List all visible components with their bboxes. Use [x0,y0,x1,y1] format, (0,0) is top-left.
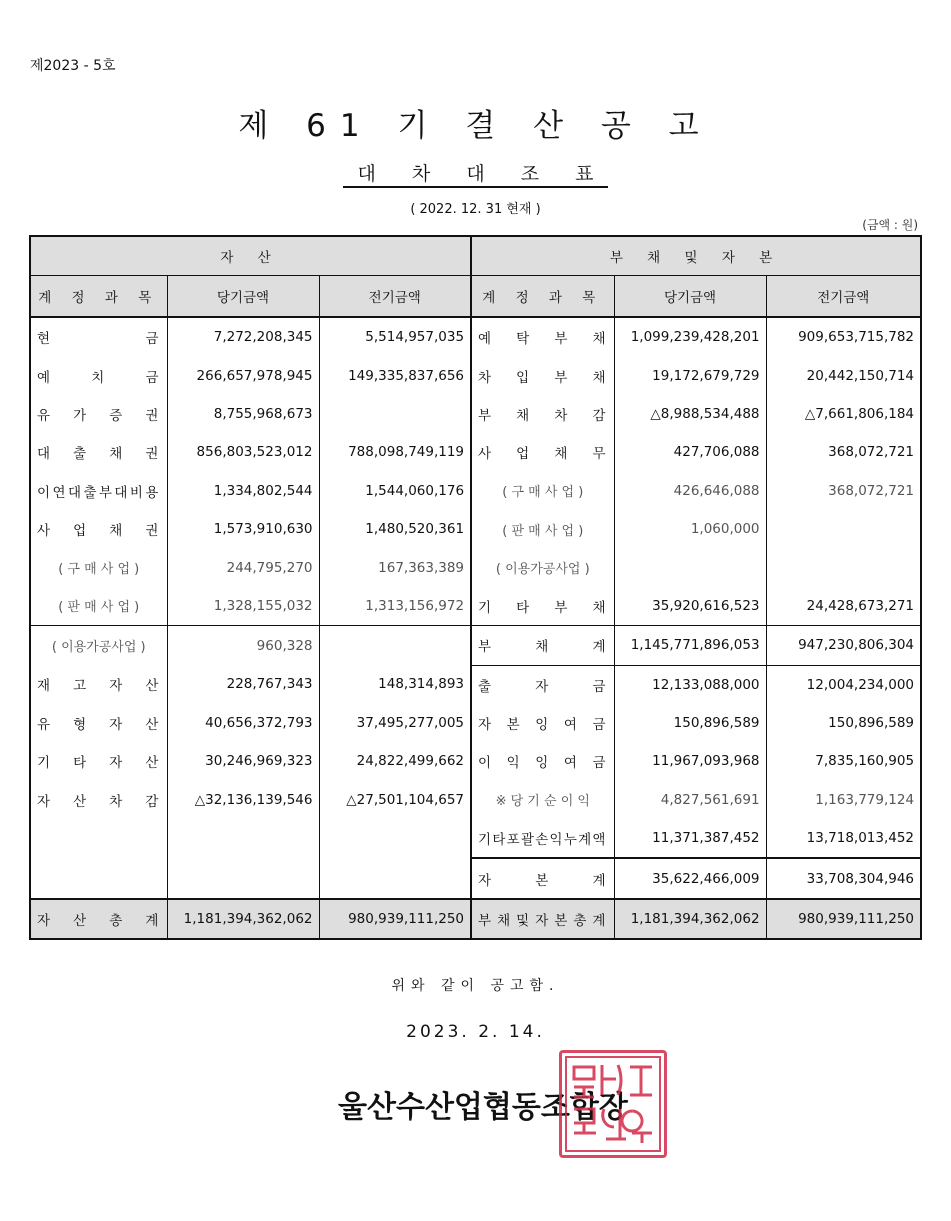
right-account-name-text: 이 익 잉 여 금 [478,755,606,772]
as-of-date: ( 2022. 12. 31 현재 ) [410,202,541,217]
liab-equity-total-current: 1,181,394,362,062 [614,899,766,939]
left-previous-amount [319,626,471,665]
statement-title [0,159,951,186]
left-account-name-text: 현 금 [37,331,159,348]
right-account-name-text: 사 업 채 무 [478,446,606,463]
left-account-name-text: 사 업 채 권 [37,523,159,540]
right-account-name [471,704,614,742]
left-previous-amount [319,858,471,898]
right-previous-amount: △7,661,806,184 [804,405,915,422]
left-account-name [30,781,167,819]
right-current-header: 당기금액 [614,276,766,318]
right-previous-amount: 20,442,150,714 [806,367,915,384]
announcement-date: 2023. 2. 14. [406,1022,545,1042]
left-account-name [30,704,167,742]
right-current-amount: 1,060,000 [614,510,766,548]
left-current-amount [167,858,319,898]
totals-row [30,899,921,939]
right-previous-amount: 909,653,715,782 [798,329,915,346]
left-previous-header: 전기금액 [368,290,421,306]
left-account-name [30,317,167,356]
table-row [30,858,921,898]
left-account-name-text: 재 고 자 산 [37,678,159,695]
left-current-amount: 960,328 [167,626,319,665]
assets-header: 자 산 [30,236,471,276]
left-account-name-text: 자 산 차 감 [37,793,159,810]
right-account-name-text: 부 채 차 감 [478,407,606,424]
right-account-name [471,587,614,626]
right-account-name-text: 기 타 포 괄 손 익 누 계 액 [478,832,606,849]
balance-sheet-table [29,235,922,940]
left-previous-amount: 1,544,060,176 [365,482,465,499]
right-current-amount: 11,967,093,968 [614,742,766,780]
table-row [30,819,921,858]
table-row [30,356,921,394]
right-account-name [471,819,614,858]
right-current-amount: 35,622,466,009 [614,858,766,898]
table-row [30,587,921,626]
left-previous-amount: 1,480,520,361 [365,521,465,538]
assets-total-current: 1,181,394,362,062 [167,899,319,939]
right-previous-amount: 33,708,304,946 [766,858,921,898]
left-previous-amount [319,819,471,858]
right-previous-header: 전기금액 [817,290,870,306]
right-current-amount: 1,099,239,428,201 [614,317,766,356]
right-account-name-text: 부 채 계 [478,639,606,656]
left-account-name: ( 구 매 사 업 ) [30,548,167,586]
left-current-amount [167,819,319,858]
right-account-name: ( 구 매 사 업 ) [471,472,614,510]
assets-total-label [30,899,167,939]
left-account-name [30,858,167,898]
right-account-name [471,317,614,356]
left-previous-amount [319,395,471,433]
right-previous-amount [766,548,921,586]
left-account-name [30,742,167,780]
right-account-name-text: 예 탁 부 채 [478,331,606,348]
right-current-amount [614,548,766,586]
right-previous-amount: 7,835,160,905 [815,753,915,770]
right-account-name-text: 자 본 계 [478,872,606,889]
assets-total-previous: 980,939,111,250 [348,911,465,928]
official-seal-stamp [559,1050,667,1158]
right-account-name: ( 이용가공사업 ) [471,548,614,586]
right-previous-amount: 1,163,779,124 [815,791,915,808]
table-row [30,317,921,356]
left-current-amount: 30,246,969,323 [167,742,319,780]
right-current-amount: 4,827,561,691 [614,781,766,819]
left-current-amount: 856,803,523,012 [167,433,319,471]
left-current-amount: 7,272,208,345 [167,317,319,356]
left-account-name [30,433,167,471]
right-previous-amount: 13,718,013,452 [806,830,915,847]
left-account-name [30,510,167,548]
right-current-amount: 19,172,679,729 [614,356,766,394]
right-account-name-text: 차 입 부 채 [478,369,606,386]
left-account-name-text: 이 연 대 출 부 대 비 용 [37,484,159,501]
right-current-amount: 150,896,589 [614,704,766,742]
left-account-name-text: 유 형 자 산 [37,717,159,734]
left-previous-amount: 149,335,837,656 [348,367,465,384]
right-current-amount: 427,706,088 [614,433,766,471]
table-row [30,510,921,548]
right-account-name-text: 출 자 금 [478,678,606,695]
left-current-amount: 266,657,978,945 [167,356,319,394]
liab-equity-total-previous: 980,939,111,250 [798,911,915,928]
liabilities-header: 부 채 및 자 본 [471,236,921,276]
right-current-amount: 11,371,387,452 [614,819,766,858]
left-current-amount: 244,795,270 [167,548,319,586]
left-account-name: ( 판 매 사 업 ) [30,587,167,626]
table-row [30,742,921,780]
right-current-amount: 12,133,088,000 [614,665,766,704]
left-account-name [30,472,167,510]
left-account-name [30,665,167,704]
left-current-header: 당기금액 [167,276,319,318]
left-account-name-text: 기 타 자 산 [37,755,159,772]
seal-icon [562,1053,664,1155]
right-account-name [471,626,614,665]
left-account-name [30,356,167,394]
left-current-amount: △32,136,139,546 [167,781,319,819]
right-previous-amount: 368,072,721 [828,444,915,461]
left-current-amount: 1,328,155,032 [167,587,319,626]
right-account-name [471,742,614,780]
left-previous-amount: 24,822,499,662 [356,753,465,770]
assets-total-label-text: 자 산 총 계 [37,913,159,930]
left-current-amount: 1,573,910,630 [167,510,319,548]
left-account-header: 계 정 과 목 [30,276,167,318]
left-previous-amount: 148,314,893 [378,676,465,693]
right-account-name: ( 판 매 사 업 ) [471,510,614,548]
right-previous-amount: 24,428,673,271 [806,597,915,614]
right-previous-amount: 150,896,589 [828,715,915,732]
right-previous-amount: 368,072,721 [828,482,915,499]
table-row [30,665,921,704]
right-account-header: 계 정 과 목 [471,276,614,318]
right-current-amount: 1,145,771,896,053 [614,626,766,665]
right-account-name [471,858,614,898]
right-account-name [471,395,614,433]
right-account-name [471,665,614,704]
right-account-name [471,356,614,394]
table-row [30,548,921,586]
page-title: 제 61 기 결 산 공 고 [238,108,713,144]
statement-title-text: 대 차 대 조 표 [343,163,609,188]
right-current-amount: 426,646,088 [614,472,766,510]
left-current-amount: 1,334,802,544 [167,472,319,510]
right-previous-amount: 12,004,234,000 [766,665,921,704]
left-account-name: ( 이용가공사업 ) [30,626,167,665]
left-account-name [30,819,167,858]
left-previous-amount: △27,501,104,657 [346,791,465,808]
table-row [30,704,921,742]
currency-unit: (금액 : 원) [862,218,918,232]
table-row [30,395,921,433]
right-previous-amount [766,510,921,548]
right-account-name: ※ 당 기 순 이 익 [471,781,614,819]
left-previous-amount: 788,098,749,119 [348,444,465,461]
right-current-amount: 35,920,616,523 [614,587,766,626]
liab-equity-total-label [471,899,614,939]
left-account-name [30,395,167,433]
left-previous-amount: 5,514,957,035 [365,329,465,346]
left-current-amount: 8,755,968,673 [167,395,319,433]
left-previous-amount: 37,495,277,005 [356,715,465,732]
liab-equity-total-label-text: 부 채 및 자 본 총 계 [478,913,606,930]
left-account-name-text: 대 출 채 권 [37,446,159,463]
table-row [30,472,921,510]
document-number: 제2023 - 5호 [30,58,116,74]
organization-name: 울산수산업협동조합장 [338,1090,628,1125]
left-previous-amount: 167,363,389 [378,559,465,576]
left-account-name-text: 유 가 증 권 [37,407,159,424]
left-current-amount: 228,767,343 [167,665,319,704]
left-previous-amount: 1,313,156,972 [365,597,465,614]
right-previous-amount: 947,230,806,304 [766,626,921,665]
table-row [30,433,921,471]
right-account-name [471,433,614,471]
table-row [30,626,921,665]
left-current-amount: 40,656,372,793 [167,704,319,742]
left-account-name-text: 예 치 금 [37,369,159,386]
closing-statement: 위와 같이 공고함. [391,978,560,994]
right-account-name-text: 자 본 잉 여 금 [478,717,606,734]
right-current-amount: △8,988,534,488 [614,395,766,433]
right-account-name-text: 기 타 부 채 [478,599,606,616]
table-row [30,781,921,819]
